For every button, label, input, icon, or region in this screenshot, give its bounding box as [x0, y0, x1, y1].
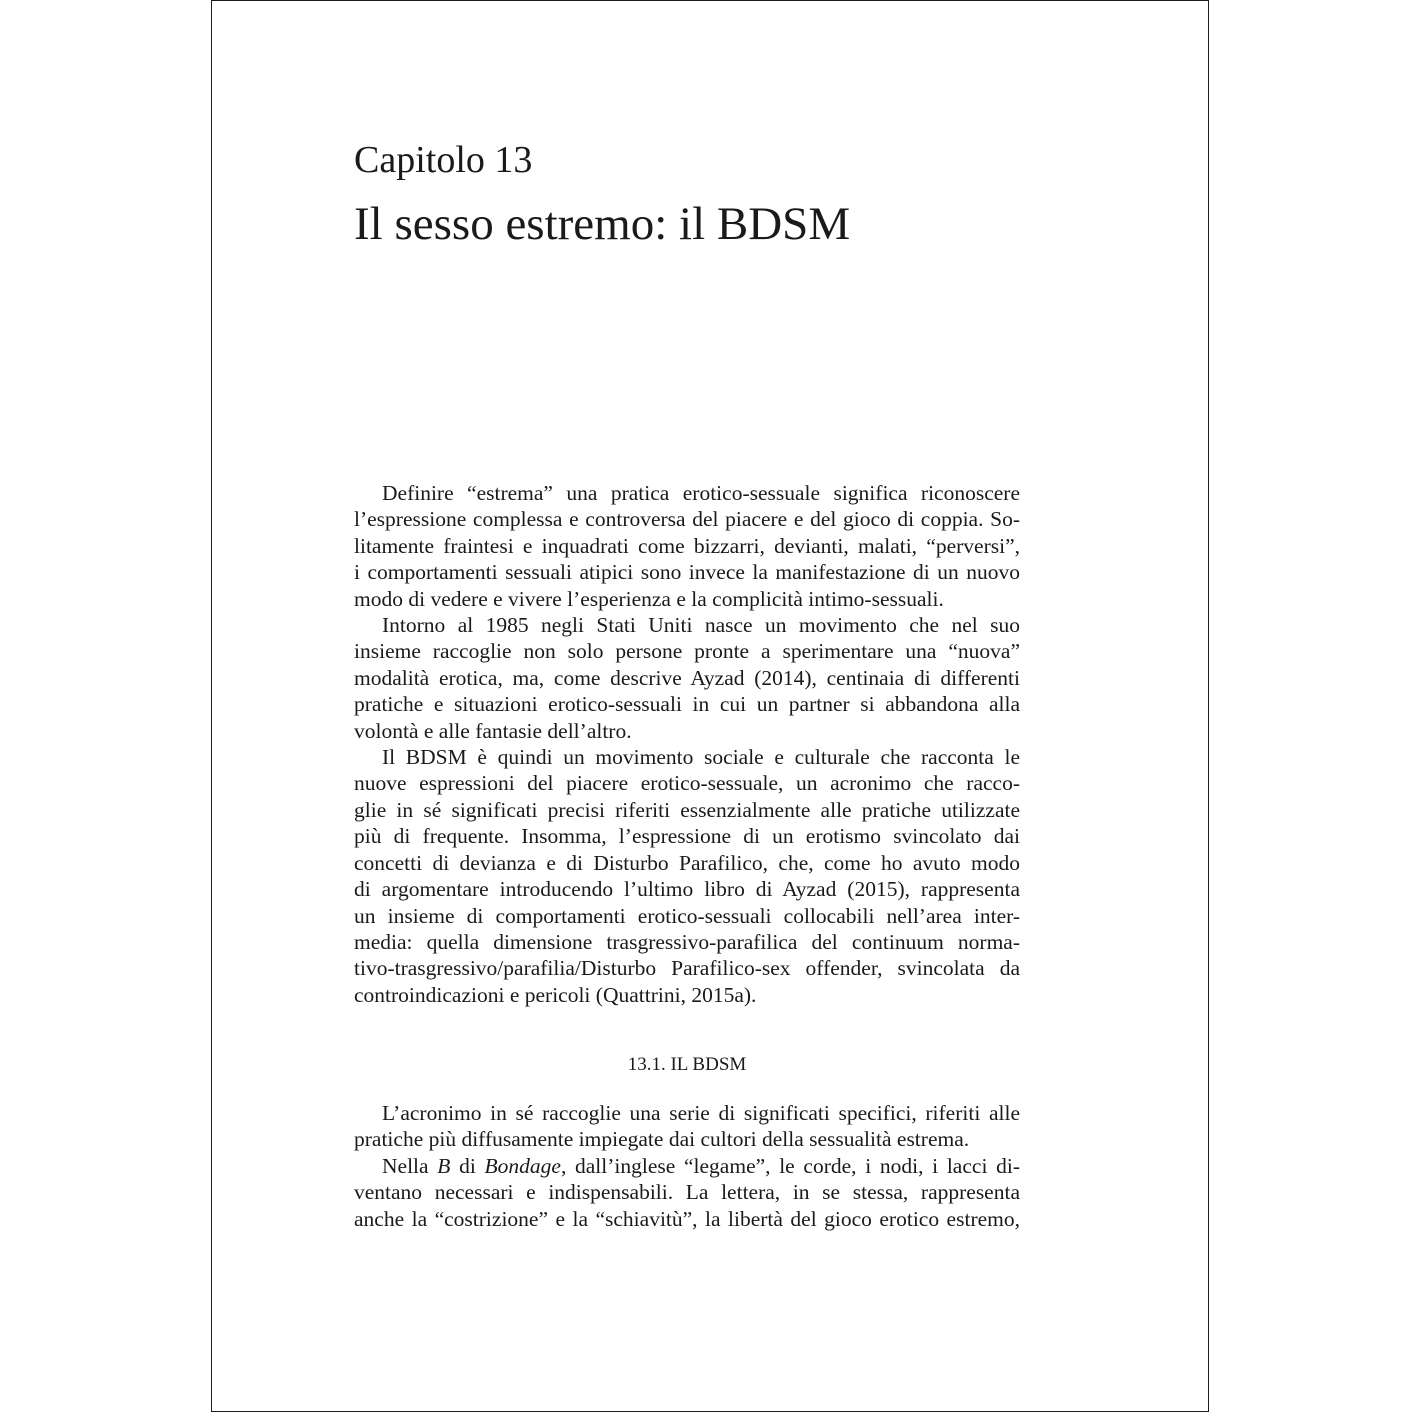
text-fragment: , dall’inglese “legame”, le corde, i nodi, i lacci di-	[560, 1153, 1020, 1178]
paragraph	[354, 744, 1020, 1008]
paragraph	[354, 1100, 1020, 1153]
text-line: un insieme di comportamenti erotico-sessuali collocabili nell’area inter-	[354, 903, 1020, 928]
text-line: tivo-trasgressivo/parafilia/Disturbo Parafilico-sex offender, svincolata da	[354, 956, 1020, 981]
text-line: Il BDSM è quindi un movimento sociale e culturale che racconta le	[382, 745, 1020, 770]
text-line: i comportamenti sessuali atipici sono invece la manifestazione di un nuovo	[354, 560, 1020, 585]
text-line: concetti di devianza e di Disturbo Parafilico, che, come ho avuto modo	[354, 850, 1020, 875]
text-line: più di frequente. Insomma, l’espressione di un erotismo svincolato dai	[354, 824, 1020, 849]
text-line: di argomentare introducendo l’ultimo libro di Ayzad (2015), rappresenta	[354, 877, 1020, 902]
text-line	[354, 1153, 1020, 1179]
text-line: pratiche e situazioni erotico-sessuali in cui un partner si abbandona alla	[354, 692, 1020, 717]
text-line: modalità erotica, ma, come descrive Ayzad (2014), centinaia di differenti	[354, 665, 1020, 690]
text-fragment: di	[450, 1153, 485, 1178]
paragraph	[354, 612, 1020, 744]
text-line: Intorno al 1985 negli Stati Uniti nasce un movimento che nel suo	[382, 613, 1020, 638]
text-line: modo di vedere e vivere l’esperienza e la complicità intimo-sessuali.	[354, 586, 944, 611]
text-line: litamente fraintesi e inquadrati come bizzarri, devianti, malati, “perversi”,	[354, 533, 1020, 558]
chapter-title: Il sesso estremo: il BDSM	[354, 198, 851, 250]
paragraph	[354, 480, 1020, 612]
section-text	[354, 1100, 1020, 1232]
text-line: nuove espressioni del piacere erotico-sessuale, un acronimo che racco-	[354, 771, 1020, 796]
section-heading: 13.1. IL BDSM	[627, 1054, 747, 1075]
text-line: L’acronimo in sé raccoglie una serie di significati specifici, riferiti alle	[382, 1101, 1020, 1125]
italic-letter: B	[437, 1153, 451, 1178]
text-line: insieme raccoglie non solo persone pronte a sperimentare una “nuova”	[354, 639, 1020, 664]
text-line: ventano necessari e indispensabili. La lettera, in se stessa, rappresenta	[354, 1180, 1020, 1205]
italic-term: Bondage	[484, 1153, 561, 1178]
text-line: anche la “costrizione” e la “schiavitù”, la libertà del gioco erotico estremo,	[354, 1206, 1020, 1231]
text-line: controindicazioni e pericoli (Quattrini, 2015a).	[354, 982, 757, 1007]
paragraph	[354, 1153, 1020, 1232]
chapter-label: Capitolo 13	[354, 139, 533, 181]
text-fragment: Nella	[382, 1153, 438, 1178]
intro-text	[354, 480, 1020, 1008]
text-line: glie in sé significati precisi riferiti essenzialmente alle pratiche utilizzate	[354, 797, 1020, 822]
text-line: l’espressione complessa e controversa del piacere e del gioco di coppia. So-	[354, 507, 1020, 532]
text-line: Definire “estrema” una pratica erotico-sessuale significa riconoscere	[382, 481, 1020, 505]
text-line: volontà e alle fantasie dell’altro.	[354, 718, 632, 743]
text-line: media: quella dimensione trasgressivo-parafilica del continuum norma-	[354, 929, 1020, 954]
text-line: pratiche più diffusamente impiegate dai cultori della sessualità estrema.	[354, 1127, 970, 1152]
